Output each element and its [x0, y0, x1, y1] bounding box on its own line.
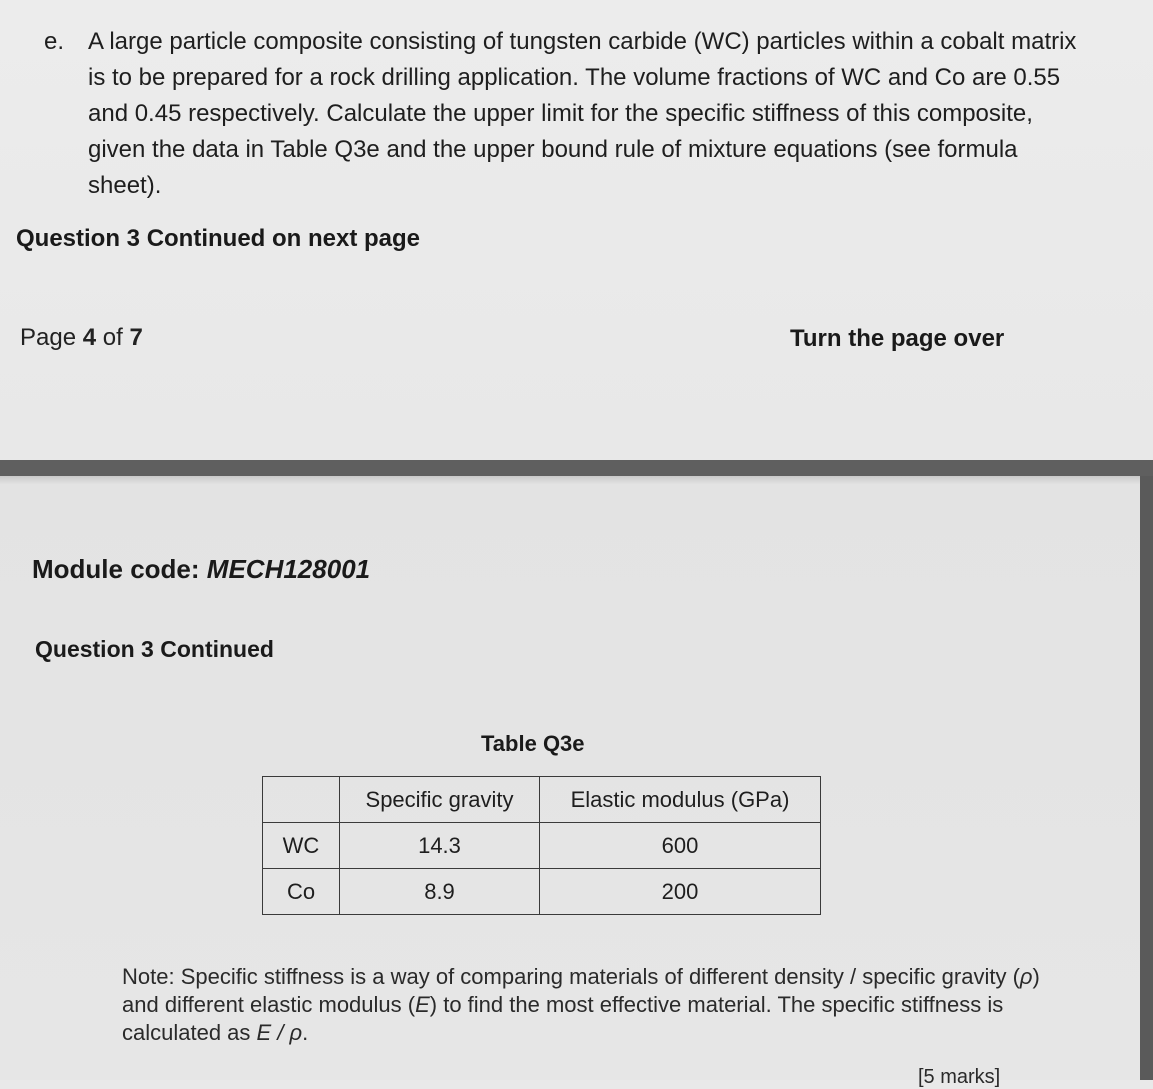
rho-symbol: ρ	[1019, 964, 1033, 989]
modulus-symbol: E	[415, 992, 430, 1017]
table-row	[263, 823, 821, 869]
table-header-cell	[263, 777, 340, 823]
table-cell-material: WC	[263, 823, 340, 869]
question-3e-text: A large particle composite consisting of tungsten carbide (WC) particles within a cobalt matrix is to be prepared for a rock drilling application. The volume fractions of WC and Co are 0.55 and 0.45 respectively. Calculate the upper limit for the specific stiffness of this composite, given the data in Table Q3e and the upper bound rule of mixture equations (see formula sheet).	[88, 28, 1077, 199]
module-code-value: MECH128001	[206, 554, 371, 584]
page-divider-shadow	[0, 476, 1153, 484]
section-heading: Question 3 Continued	[35, 636, 274, 662]
table-header-row	[263, 777, 821, 823]
table-q3e	[262, 776, 821, 915]
table-header-cell: Elastic modulus (GPa)	[540, 777, 821, 823]
page-current: 4	[82, 324, 97, 351]
table-cell-specific-gravity: 8.9	[340, 869, 540, 915]
marks-allocation: [5 marks]	[918, 1066, 1001, 1088]
question-item-letter: e.	[44, 28, 65, 55]
continued-notice: Question 3 Continued on next page	[16, 225, 421, 252]
module-code-label: Module code:	[32, 554, 200, 584]
page-label: Page	[20, 324, 77, 351]
turn-over-notice: Turn the page over	[790, 325, 1005, 352]
note-text: ) and different elastic modulus (	[122, 964, 1040, 1017]
table-cell-elastic-modulus: 200	[540, 869, 821, 915]
screen-edge	[1140, 476, 1153, 1080]
note-text: Note: Specific stiffness is a way of comparing materials of different density / specific gravity (	[122, 964, 1020, 989]
table-cell-elastic-modulus: 600	[540, 823, 821, 869]
table-cell-specific-gravity: 14.3	[340, 823, 540, 869]
page-divider	[0, 460, 1153, 476]
table-header-cell: Specific gravity	[340, 777, 540, 823]
table-caption: Table Q3e	[481, 731, 585, 756]
note-text: .	[302, 1020, 309, 1045]
question-3e	[44, 24, 1084, 204]
module-code	[32, 554, 370, 585]
table-cell-material: Co	[263, 869, 340, 915]
note-paragraph	[122, 963, 1042, 1047]
table-row	[263, 869, 821, 915]
note-text: ) to find the most effective material. The specific stiffness is calculated as	[122, 992, 1004, 1045]
page-of: of	[102, 324, 123, 351]
specific-stiffness-formula: E / ρ	[256, 1020, 303, 1045]
page-number	[20, 324, 143, 352]
page-total: 7	[129, 324, 143, 351]
